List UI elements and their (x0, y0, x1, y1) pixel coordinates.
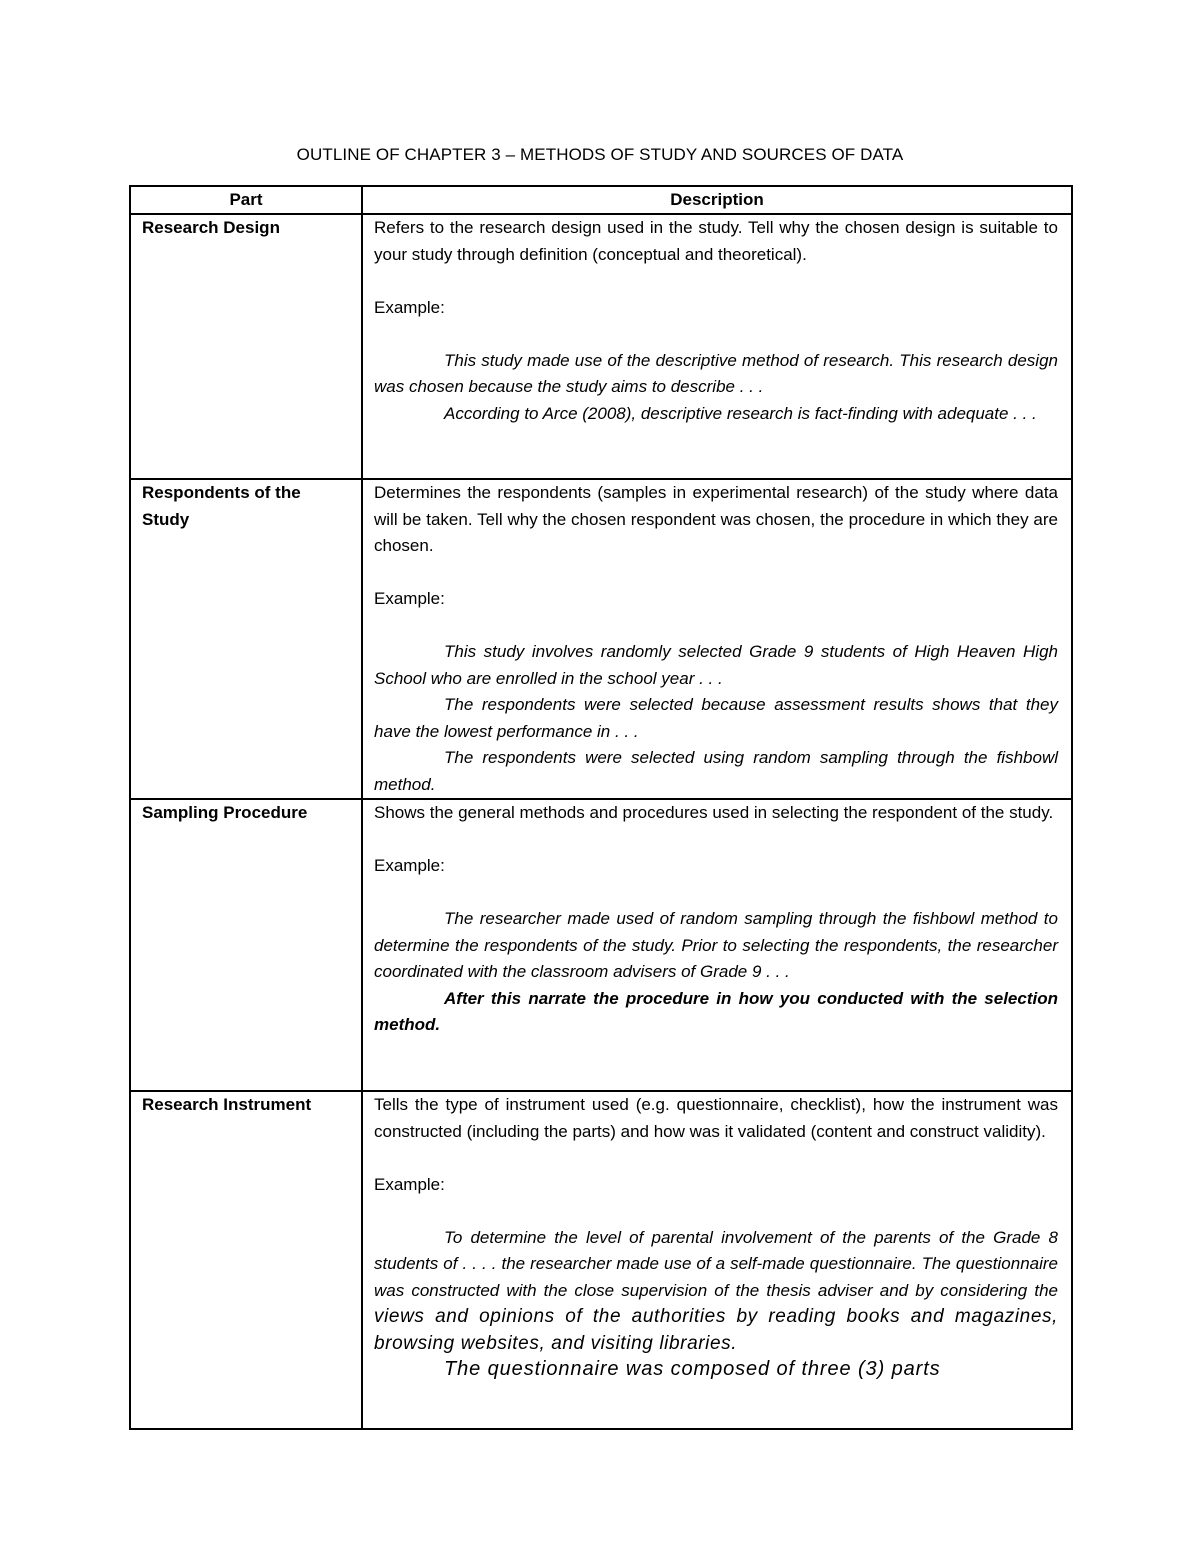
example-text (374, 1225, 1058, 1358)
column-header-description: Description (362, 186, 1072, 214)
description-cell (362, 479, 1072, 799)
table-row (130, 1091, 1072, 1429)
part-label: Research Instrument (142, 1095, 312, 1114)
page-title: OUTLINE OF CHAPTER 3 – METHODS OF STUDY AND SOURCES OF DATA (296, 145, 904, 164)
example-label: Example: (374, 1174, 445, 1194)
part-cell (130, 1091, 362, 1429)
part-cell (130, 799, 362, 1091)
example-label: Example: (374, 856, 445, 875)
description-cell (362, 214, 1072, 479)
example-text: The researcher made used of random sampling through the fishbowl method to determine the respondents of the study. Prior to selecting the respondents, the researcher coordinated with the classroom advisers of Grade 9 . . . (374, 909, 1058, 981)
part-label: Respondents of the Study (142, 483, 301, 529)
table-row (130, 479, 1072, 799)
part-label: Sampling Procedure (142, 803, 308, 822)
part-label: Research Design (142, 218, 280, 237)
example-text-instruction: After this narrate the procedure in how you conducted with the selection method. (374, 988, 1058, 1034)
example-text: This study made use of the descriptive method of research. This research design was chosen because the study aims to describe . . . (374, 350, 1058, 396)
example-text-part: To determine the level of parental involvement of the parents of the Grade 8 students of . . . . the researcher made use of a self-made questionnaire. The questionnaire was constructed with the close supervision of the thesis adviser and by considering the (374, 1227, 1058, 1300)
description-text: Refers to the research design used in the study. Tell why the chosen design is suitable to your study through definition (conceptual and theoretical). (374, 218, 1058, 264)
description-text: Determines the respondents (samples in experimental research) of the study where data will be taken. Tell why the chosen respondent was chosen, the procedure in which they are chosen. (374, 483, 1058, 555)
description-text: Tells the type of instrument used (e.g. questionnaire, checklist), how the instrument was constructed (including the parts) and how was it validated (content and construct validity). (374, 1095, 1058, 1141)
example-label: Example: (374, 297, 445, 317)
example-text: The respondents were selected using random sampling through the fishbowl method. (374, 748, 1058, 794)
column-header-part: Part (130, 186, 362, 214)
example-text-part: views and opinions of the authorities by reading books and magazines, browsing websites, and visiting libraries. (374, 1306, 1058, 1354)
table-header-row (130, 186, 1072, 214)
description-cell (362, 799, 1072, 1091)
part-cell (130, 214, 362, 479)
description-cell (362, 1091, 1072, 1429)
table-row (130, 214, 1072, 479)
example-text: This study involves randomly selected Grade 9 students of High Heaven High School who are enrolled in the school year . . . (374, 642, 1058, 688)
example-text: According to Arce (2008), descriptive research is fact-finding with adequate . . . (444, 403, 1037, 423)
description-text: Shows the general methods and procedures used in selecting the respondent of the study. (374, 803, 1054, 822)
table-row (130, 799, 1072, 1091)
example-label: Example: (374, 589, 445, 608)
part-cell (130, 479, 362, 799)
outline-table (129, 185, 1073, 1430)
example-text: The respondents were selected because assessment results shows that they have the lowest performance in . . . (374, 695, 1058, 741)
example-text: The questionnaire was composed of three (3) parts (444, 1358, 941, 1380)
